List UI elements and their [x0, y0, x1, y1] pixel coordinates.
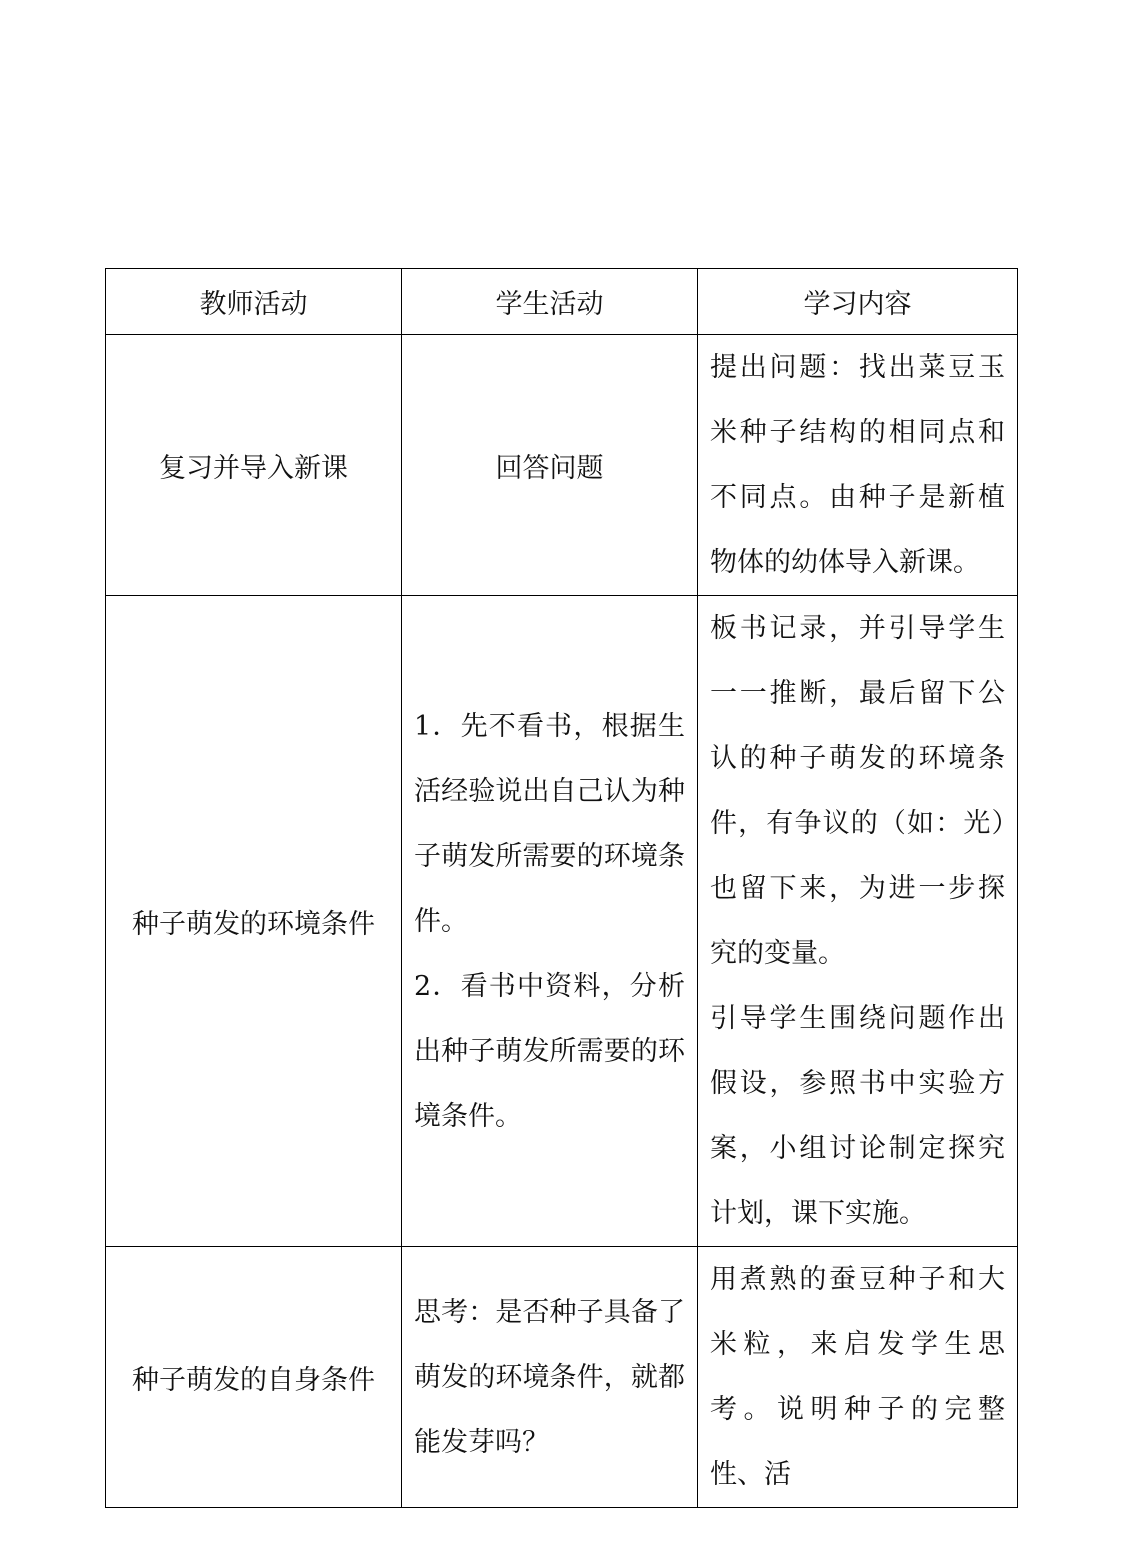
- teacher-cell: 复习并导入新课: [106, 335, 402, 596]
- content-cell: [698, 1247, 1018, 1508]
- content-paragraph: 板书记录，并引导学生一一推断，最后留下公认的种子萌发的环境条件，有争议的（如：光）也留下来，为进一步探究的变量。: [710, 613, 1005, 969]
- student-paragraph: 思考：是否种子具备了萌发的环境条件，就都能发芽吗？: [414, 1296, 685, 1458]
- content-paragraph: 提出问题：找出菜豆玉米种子结构的相同点和不同点。由种子是新植物体的幼体导入新课。: [710, 352, 1005, 578]
- header-teacher-activity: 教师活动: [106, 269, 402, 335]
- table-row: [106, 596, 1018, 1247]
- student-cell: 回答问题: [402, 335, 698, 596]
- student-paragraph: 2．看书中资料，分析出种子萌发所需要的环境条件。: [414, 970, 685, 1132]
- header-student-activity: 学生活动: [402, 269, 698, 335]
- student-paragraph: 1．先不看书，根据生活经验说出自己认为种子萌发所需要的环境条件。: [414, 710, 685, 937]
- table-header-row: [106, 269, 1018, 335]
- table-row: [106, 1247, 1018, 1508]
- teacher-cell: 种子萌发的环境条件: [106, 596, 402, 1247]
- lesson-plan-table: [105, 268, 1018, 1508]
- student-cell: [402, 596, 698, 1247]
- header-learning-content: 学习内容: [698, 269, 1018, 335]
- content-paragraph: 用煮熟的蚕豆种子和大米粒，来启发学生思考。说明种子的完整性、活: [710, 1264, 1005, 1490]
- content-cell: [698, 596, 1018, 1247]
- student-cell: [402, 1247, 698, 1508]
- content-cell: [698, 335, 1018, 596]
- table-row: [106, 335, 1018, 596]
- content-paragraph: 引导学生围绕问题作出假设，参照书中实验方案，小组讨论制定探究计划，课下实施。: [710, 1003, 1005, 1229]
- teacher-cell: 种子萌发的自身条件: [106, 1247, 402, 1508]
